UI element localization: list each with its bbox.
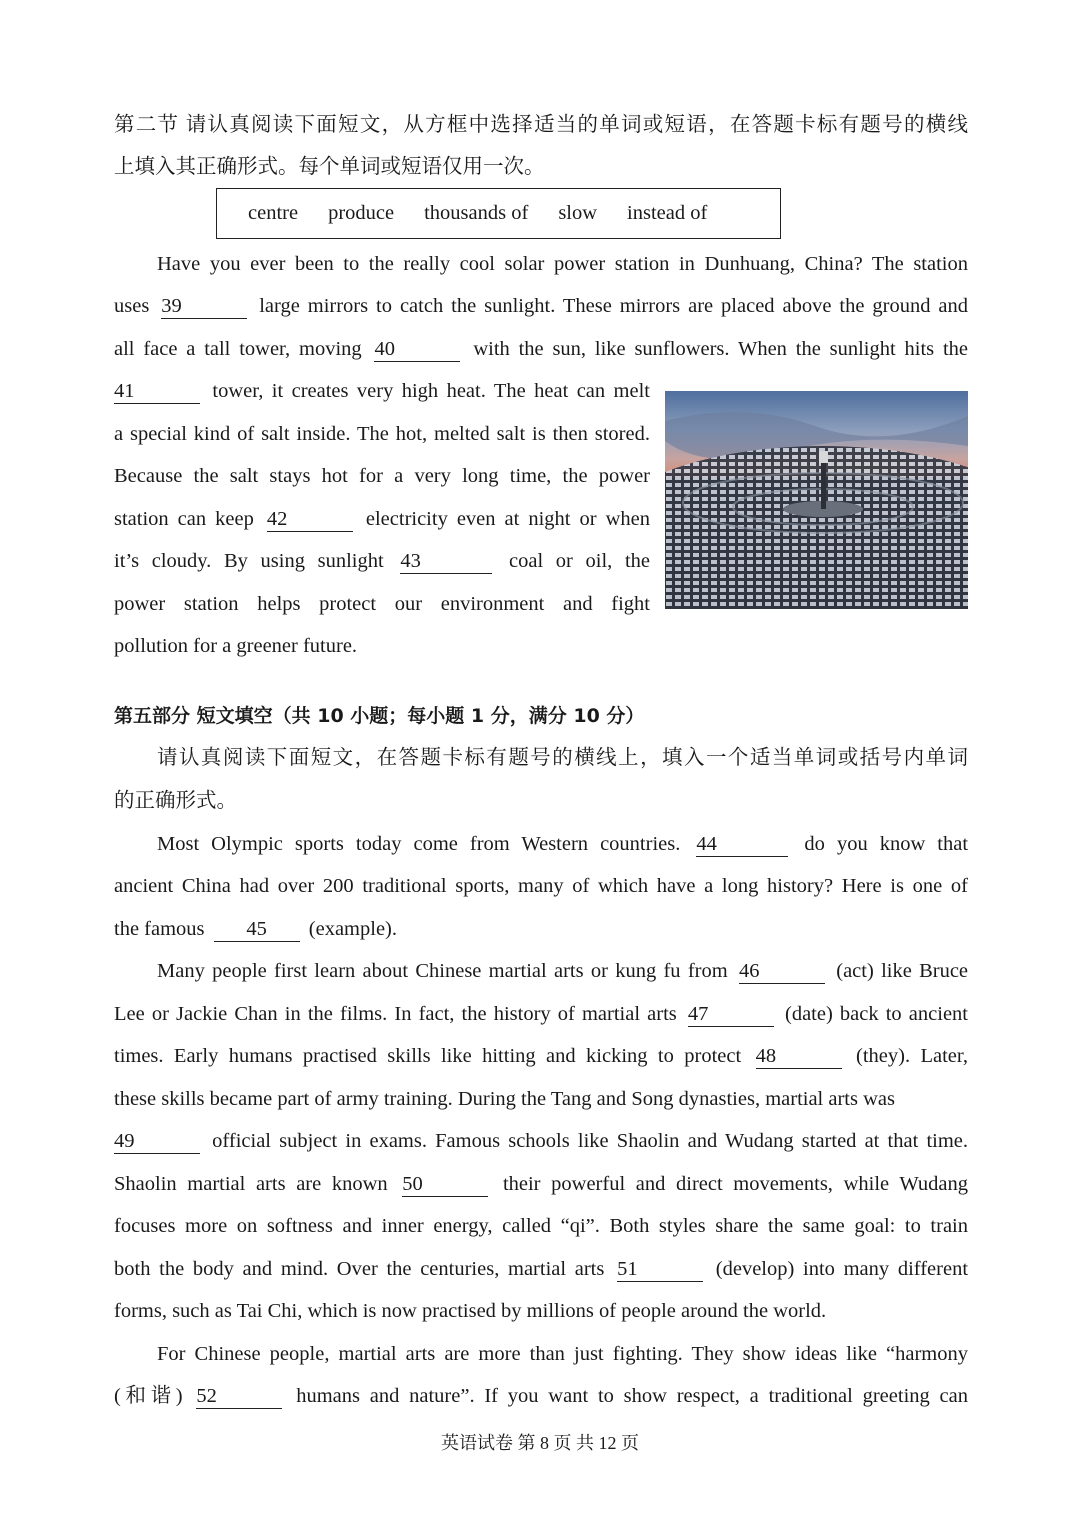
answer-blank-46[interactable]: 46 [739, 959, 825, 984]
answer-blank-44[interactable]: 44 [696, 832, 788, 857]
passage1-line: Have you ever been to the really cool solar power station in Dunhuang, China? The station [157, 253, 968, 275]
passage2-line: ancient China had over 200 traditional sports, many of which have a long history? Here is one of [114, 875, 968, 897]
word-bank-item: thousands of [424, 202, 529, 224]
word-bank-box [216, 188, 781, 239]
page-footer: 英语试卷 第 8 页 共 12 页 [441, 1433, 639, 1453]
passage2-line: these skills became part of army training. During the Tang and Song dynasties, martial arts was [114, 1088, 895, 1110]
answer-blank-43[interactable]: 43 [400, 549, 492, 574]
passage1-line: pollution for a greener future. [114, 635, 358, 657]
word-bank-item: centre [248, 202, 299, 224]
answer-blank-45[interactable]: 45 [214, 917, 300, 942]
section2-instruction-line1: 第二节 请认真阅读下面短文，从方框中选择适当的单词或短语，在答题卡标有题号的横线 [114, 114, 968, 136]
passage1-line: uses 39 large mirrors to catch the sunlight. These mirrors are placed above the ground and [114, 295, 969, 317]
passage2-line: both the body and mind. Over the centuries, martial arts 51 (develop) into many different [114, 1258, 969, 1280]
part5-heading: 第五部分 短文填空（共 10 小题；每小题 1 分，满分 10 分） [114, 705, 645, 727]
part5-instruction-line2: 的正确形式。 [114, 790, 237, 812]
section2-instruction-line2: 上填入其正确形式。每个单词或短语仅用一次。 [114, 156, 545, 178]
passage2-line: focuses more on softness and inner energy, called “qi”. Both styles share the same goal: to train [114, 1215, 968, 1237]
passage1-line: power station helps protect our environment and fight [114, 593, 650, 615]
passage2-line: Most Olympic sports today come from Western countries. 44 do you know that [157, 833, 969, 855]
passage2-line: Many people first learn about Chinese martial arts or kung fu from 46 (act) like Bruce [157, 960, 969, 982]
answer-blank-50[interactable]: 50 [402, 1172, 488, 1197]
passage1-line: a special kind of salt inside. The hot, melted salt is then stored. [114, 423, 650, 445]
passage1-line: Because the salt stays hot for a very long time, the power [114, 465, 650, 487]
passage2-line: times. Early humans practised skills like hitting and kicking to protect 48 (they). Later, [114, 1045, 969, 1067]
passage1-line: all face a tall tower, moving 40 with the sun, like sunflowers. When the sunlight hits the [114, 338, 969, 360]
passage1-line: station can keep 42 electricity even at night or when [114, 508, 650, 530]
answer-blank-52[interactable]: 52 [196, 1384, 282, 1409]
passage1-line: it’s cloudy. By using sunlight 43 coal or oil, the [114, 550, 650, 572]
word-bank-item: produce [328, 202, 395, 224]
answer-blank-49[interactable]: 49 [114, 1129, 200, 1154]
answer-blank-47[interactable]: 47 [688, 1002, 774, 1027]
passage2-line: forms, such as Tai Chi, which is now practised by millions of people around the world. [114, 1300, 827, 1322]
answer-blank-42[interactable]: 42 [267, 507, 353, 532]
passage2-line: Lee or Jackie Chan in the films. In fact, the history of martial arts 47 (date) back to ancient [114, 1003, 968, 1025]
passage2-line: the famous 45 (example). [114, 918, 397, 940]
passage1-line: 41 tower, it creates very high heat. The heat can melt [114, 380, 650, 402]
word-bank-item: instead of [627, 202, 708, 224]
solar-power-station-photo [665, 391, 968, 609]
answer-blank-39[interactable]: 39 [161, 294, 247, 319]
word-bank-item: slow [558, 202, 598, 224]
passage2-line: Shaolin martial arts are known 50 their powerful and direct movements, while Wudang [114, 1173, 968, 1195]
passage2-line: (和谐) 52 humans and nature”. If you want to show respect, a traditional greeting can [114, 1385, 968, 1407]
answer-blank-51[interactable]: 51 [617, 1257, 703, 1282]
answer-blank-41[interactable]: 41 [114, 379, 200, 404]
answer-blank-40[interactable]: 40 [374, 337, 460, 362]
part5-instruction-line1: 请认真阅读下面短文，在答题卡标有题号的横线上，填入一个适当单词或括号内单词 [157, 747, 968, 769]
passage2-line: For Chinese people, martial arts are more than just fighting. They show ideas like “harmony [157, 1343, 968, 1365]
passage2-line: 49 official subject in exams. Famous schools like Shaolin and Wudang started at that time. [114, 1130, 968, 1152]
answer-blank-48[interactable]: 48 [756, 1044, 842, 1069]
